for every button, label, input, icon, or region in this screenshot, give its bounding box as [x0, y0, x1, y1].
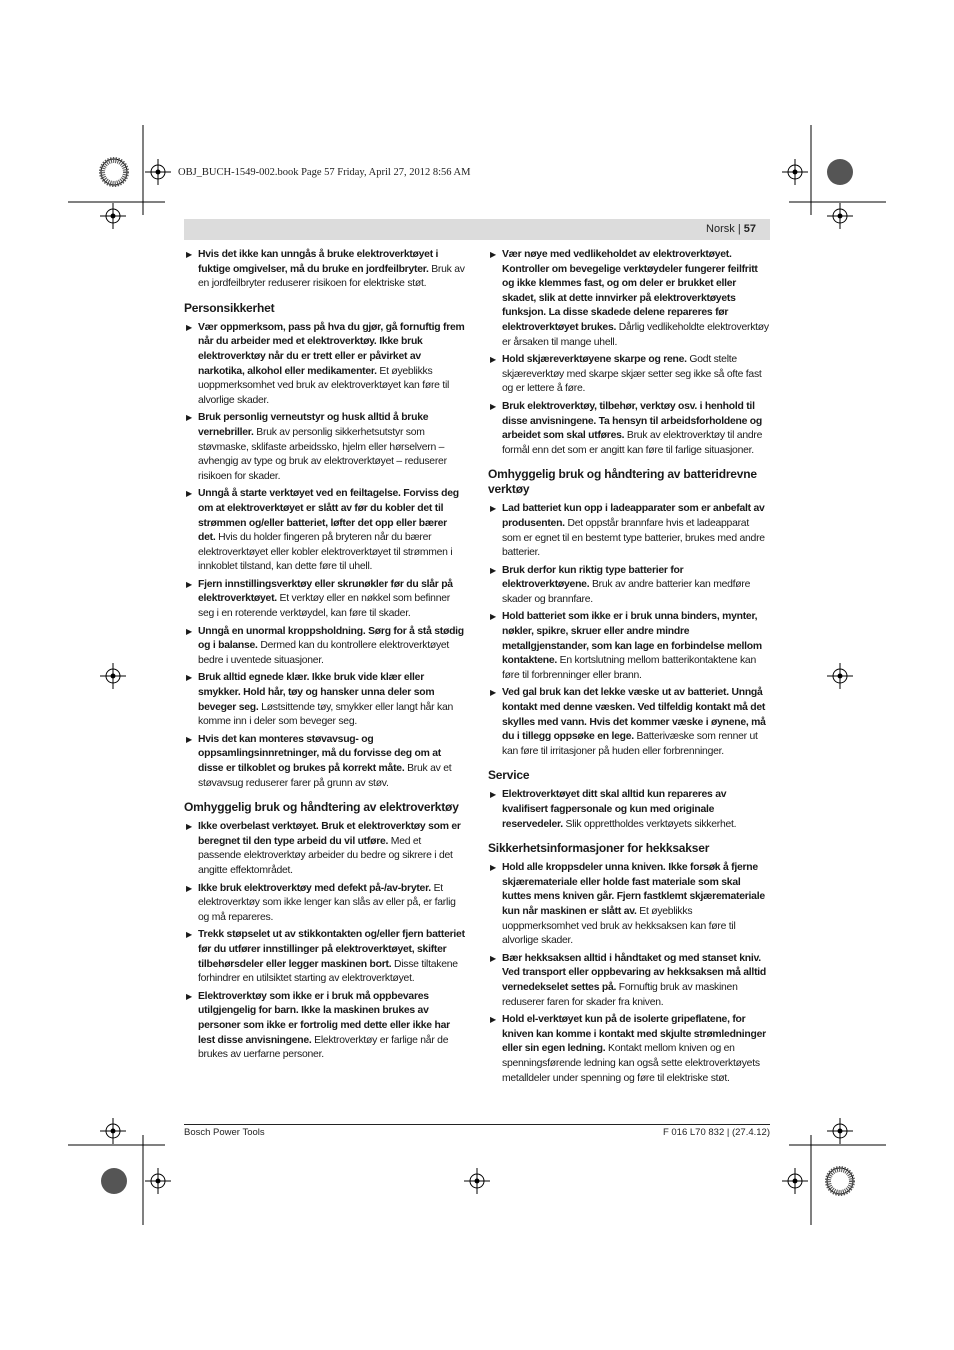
safety-item-instruction: Lad batteriet kun opp i ladeapparater som er anbefalt av produsenten. — [502, 503, 765, 529]
safety-item-instruction: Hold alle kroppsdeler unna kniven. Ikke forsøk å fjerne skjæremateriale eller holde fast materiale som skal kuttes mens kniven går. Fjern fastklemt skjæremateriale kun når maskinen er slått av. — [502, 862, 765, 917]
safety-item — [184, 671, 466, 729]
section-heading: Service — [488, 768, 530, 783]
bullet-arrow-icon: ▶ — [186, 673, 192, 683]
section-heading: Sikkerhetsinformasjoner for hekksakser — [488, 841, 710, 856]
safety-item — [488, 952, 770, 1010]
safety-item-instruction: Vær oppmerksom, pass på hva du gjør, gå fornuftig frem når du arbeider med et elektroverktøy. Ikke bruk elektroverktøy når du er trett eller er påvirket av narkotika, alkohol eller medikamenter. — [198, 321, 465, 377]
safety-item — [184, 733, 466, 791]
bullet-arrow-icon: ▶ — [490, 565, 496, 575]
safety-item-explanation: Bruk av elektroverktøy til andre formål enn det som er angitt kan føre til farlige situasjoner. — [502, 430, 763, 456]
bullet-arrow-icon: ▶ — [186, 250, 192, 259]
safety-item — [184, 625, 466, 669]
safety-item-explanation: En kortslutning mellom batterikontaktene kan føre til forbrenninger eller brann. — [502, 655, 756, 681]
bullet-arrow-icon: ▶ — [490, 612, 496, 622]
bullet-arrow-icon: ▶ — [186, 930, 192, 940]
safety-item-explanation: Bruk av personlig sikkerhetsutstyr som støvmaske, sklifaste arbeidssko, hjelm eller hørselvern – avhengig av type og bruk av elektroverktøyet – reduserer risikoen for skader. — [198, 426, 447, 482]
safety-item — [488, 788, 770, 832]
print-header: OBJ_BUCH-1549-002.book Page 57 Friday, April 27, 2012 8:56 AM — [178, 167, 471, 178]
safety-item — [184, 578, 466, 622]
safety-item — [488, 248, 770, 350]
bullet-arrow-icon: ▶ — [490, 863, 496, 873]
left-column — [184, 248, 466, 1066]
section-heading: Personsikkerhet — [184, 300, 275, 315]
bullet-arrow-icon: ▶ — [186, 489, 192, 499]
footer-rule — [184, 1124, 770, 1125]
bullet-arrow-icon: ▶ — [490, 953, 496, 963]
safety-item-explanation: Med et passende elektroverktøy arbeider du bedre og sikrere i det angitte effektområdet. — [198, 835, 453, 876]
bullet-arrow-icon: ▶ — [186, 883, 192, 893]
safety-item-instruction: Hvis det kan monteres støvavsug- og oppsamlingsinnretninger, må du forvisse deg om at disse er tilkoblet og brukes på korrekt måte. — [198, 733, 441, 774]
safety-item-instruction: Vær nøye med vedlikeholdet av elektroverktøyet. Kontroller om bevegelige verktøydeler fungerer feilfritt og ikke klemmes fast, og om deler er brukket eller skadet, slik at dette innvirker på elektroverktøyets funksjon. La disse skadede delene repareres før elektroverktøyet brukes. — [502, 249, 758, 333]
page-label — [706, 223, 756, 235]
safety-item — [488, 610, 770, 683]
safety-item-explanation: Bruk av andre batterier kan medføre skader og brannfare. — [502, 579, 751, 605]
bullet-arrow-icon: ▶ — [490, 1015, 496, 1025]
safety-item — [184, 990, 466, 1063]
safety-item-instruction: Bruk alltid egnede klær. Ikke bruk vide klær eller smykker. Hold hår, tøy og hansker unna deler som beveger seg. — [198, 672, 435, 713]
safety-item-instruction: Bruk derfor kun riktig type batterier for elektroverktøyene. — [502, 564, 684, 591]
bullet-arrow-icon: ▶ — [490, 401, 496, 411]
safety-item-explanation: Bruk av en jordfeilbryter reduserer risikoen for elektriske støt. — [198, 263, 465, 290]
page-separator: | — [737, 223, 741, 235]
safety-item-explanation: Dermed kan du kontrollere elektroverktøyet bedre i uventede situasjoner. — [198, 640, 450, 666]
safety-item-instruction: Ikke overbelast verktøyet. Bruk et elektroverktøy som er beregnet til den type arbeid du vil utføre. — [198, 821, 461, 847]
safety-item — [488, 686, 770, 759]
safety-item-explanation: Elektroverktøy er farlige når de brukes av uerfarne personer. — [198, 1034, 449, 1061]
safety-item-instruction: Unngå en unormal kroppsholdning. Sørg for å stå stødig og i balanse. — [198, 625, 464, 652]
bullet-arrow-icon: ▶ — [186, 626, 192, 636]
safety-item-instruction: Hold el-verktøyet kun på de isolerte gripeflatene, for kniven kan komme i kontakt med skjulte strømledninger eller sin egen ledning. — [502, 1014, 766, 1055]
safety-item-explanation: Hvis du holder fingeren på bryteren når du bærer elektroverktøyet eller kobler elektroverktøyet til strømmen i innkoblet tilstand, kan dette føre til uhell. — [198, 532, 453, 573]
safety-item-instruction: Hvis det ikke kan unngås å bruke elektroverktøyet i fuktige omgivelser, må du bruke en jordfeilbryter. — [198, 249, 439, 275]
safety-item — [184, 321, 466, 409]
safety-item — [184, 928, 466, 986]
safety-item-explanation: Batterivæske som renner ut kan føre til irritasjoner på huden eller forbrenninger. — [502, 731, 758, 757]
safety-item — [184, 487, 466, 575]
bullet-arrow-icon: ▶ — [490, 250, 496, 259]
section-heading: Omhyggelig bruk og håndtering av batteridrevne verktøy — [488, 467, 757, 497]
safety-item-instruction: Hold batteriet som ikke er i bruk unna binders, mynter, nøkler, spikre, skruer eller andre mindre metallgjenstander, som kan lage en forbindelse mellom kontaktene. — [502, 611, 762, 667]
safety-item-instruction: Ikke bruk elektroverktøy med defekt på-/av-bryter. — [198, 882, 431, 894]
bullet-arrow-icon: ▶ — [186, 822, 192, 832]
bullet-arrow-icon: ▶ — [490, 504, 496, 514]
safety-item — [488, 564, 770, 608]
safety-item-instruction: Ved gal bruk kan det lekke væske ut av batteriet. Unngå kontakt med denne væsken. Ved tilfeldig kontakt må det skylles med vann. Hvis det kommer væske i øynene, må du i tillegg oppsøke en lege. — [502, 687, 766, 743]
safety-item-instruction: Bær hekksaksen alltid i håndtaket og med stanset kniv. Ved transport eller oppbevaring av hekksaksen må alltid vernedekselet settes på. — [502, 952, 767, 993]
safety-item-explanation: Dårlig vedlikeholdte elektroverktøy er årsaken til mange uhell. — [502, 321, 769, 348]
safety-item — [184, 882, 466, 926]
safety-item — [488, 861, 770, 949]
safety-item-explanation: Et elektroverktøy som ikke lenger kan slås av eller på, er farlig og må repareres. — [198, 882, 456, 923]
footer-doc-code: F 016 L70 832 | (27.4.12) — [662, 1127, 770, 1138]
page-language: Norsk — [706, 223, 735, 235]
right-column — [488, 248, 770, 1089]
safety-item — [184, 820, 466, 878]
safety-item-explanation: Det oppstår brannfare hvis et ladeapparat som er egnet til en bestemt type batterier, brukes med andre batterier. — [502, 517, 765, 559]
safety-item-explanation: Disse tiltakene forhindrer en utilsiktet starting av elektroverktøyet. — [198, 958, 458, 985]
safety-item-explanation: Et øyeblikks uoppmerksomhet ved bruk av hekksaksen kan føre til alvorlige skader. — [502, 905, 736, 947]
safety-item-explanation: Bruk av et støvavsug reduserer farer på grunn av støv. — [198, 763, 452, 789]
safety-item — [488, 1013, 770, 1086]
bullet-arrow-icon: ▶ — [186, 579, 192, 589]
bullet-arrow-icon: ▶ — [490, 355, 496, 365]
safety-item — [488, 353, 770, 397]
page-number: 57 — [743, 223, 756, 235]
safety-item-instruction: Bruk elektroverktøy, tilbehør, verktøy osv. i henhold til disse anvisningene. Ta hensyn til arbeidsforholdene og arbeidet som skal utføres. — [502, 400, 762, 442]
safety-item-instruction: Hold skjæreverktøyene skarpe og rene. — [502, 354, 687, 366]
safety-item-explanation: Fornuftig bruk av maskinen reduserer faren for skader fra kniven. — [502, 981, 738, 1008]
bullet-arrow-icon: ▶ — [186, 413, 192, 423]
safety-item — [184, 411, 466, 484]
safety-item-instruction: Bruk personlig verneutstyr og husk alltid å bruke vernebriller. — [198, 412, 429, 438]
safety-item-explanation: Et verktøy eller en nøkkel som befinner seg i en roterende verktøydel, kan føre til skader. — [198, 593, 450, 620]
bullet-arrow-icon: ▶ — [490, 790, 496, 800]
bullet-arrow-icon: ▶ — [490, 688, 496, 698]
section-heading: Omhyggelig bruk og håndtering av elektroverktøy — [184, 800, 459, 815]
safety-item-explanation: Godt stelte skjæreverktøy med skarpe skjær setter seg ikke så ofte fast og er lettere å føre. — [502, 354, 762, 395]
safety-item-instruction: Unngå å starte verktøyet ved en feiltagelse. Forviss deg om at elektroverktøyet er slått av før du kobler det til strømmen og/eller batteriet, løfter det opp eller bærer det. — [198, 488, 459, 544]
safety-item-instruction: Elektroverktøyet ditt skal alltid kun repareres av kvalifisert fagpersonale og kun med originale reservedeler. — [502, 789, 727, 830]
bullet-arrow-icon: ▶ — [186, 991, 192, 1001]
bullet-arrow-icon: ▶ — [186, 322, 192, 332]
safety-item-explanation: Slik opprettholdes verktøyets sikkerhet. — [562, 818, 737, 830]
safety-item-instruction: Trekk støpselet ut av stikkontakten og/eller fjern batteriet før du utfører innstillinger på elektroverktøyet, skifter tilbehørsdeler eller legger maskinen bort. — [198, 929, 465, 970]
page-header-bar — [184, 219, 770, 240]
safety-item — [488, 400, 770, 458]
safety-item — [184, 248, 466, 292]
bullet-arrow-icon: ▶ — [186, 734, 192, 744]
safety-item-explanation: Kontakt mellom kniven og en spenningsførende ledning kan også sette elektroverktøyets metalldeler under spenning og føre til elektriske støt. — [502, 1043, 760, 1084]
safety-item-explanation: Løstsittende tøy, smykker eller langt hår kan komme inn i deler som beveger seg. — [198, 701, 453, 728]
safety-item-explanation: Et øyeblikks uoppmerksomhet ved bruk av elektroverktøyet kan føre til alvorlige skader. — [198, 365, 450, 406]
footer-publisher: Bosch Power Tools — [184, 1127, 265, 1138]
safety-item — [488, 502, 770, 560]
safety-item-instruction: Elektroverktøy som ikke er i bruk må oppbevares utilgjengelig for barn. Ikke la maskinen brukes av personer som ikke er fortrolig med dette eller ikke har lest disse anvisningene. — [198, 990, 450, 1046]
safety-item-instruction: Fjern innstillingsverktøy eller skrunøkler før du slår på elektroverktøyet. — [198, 578, 453, 605]
